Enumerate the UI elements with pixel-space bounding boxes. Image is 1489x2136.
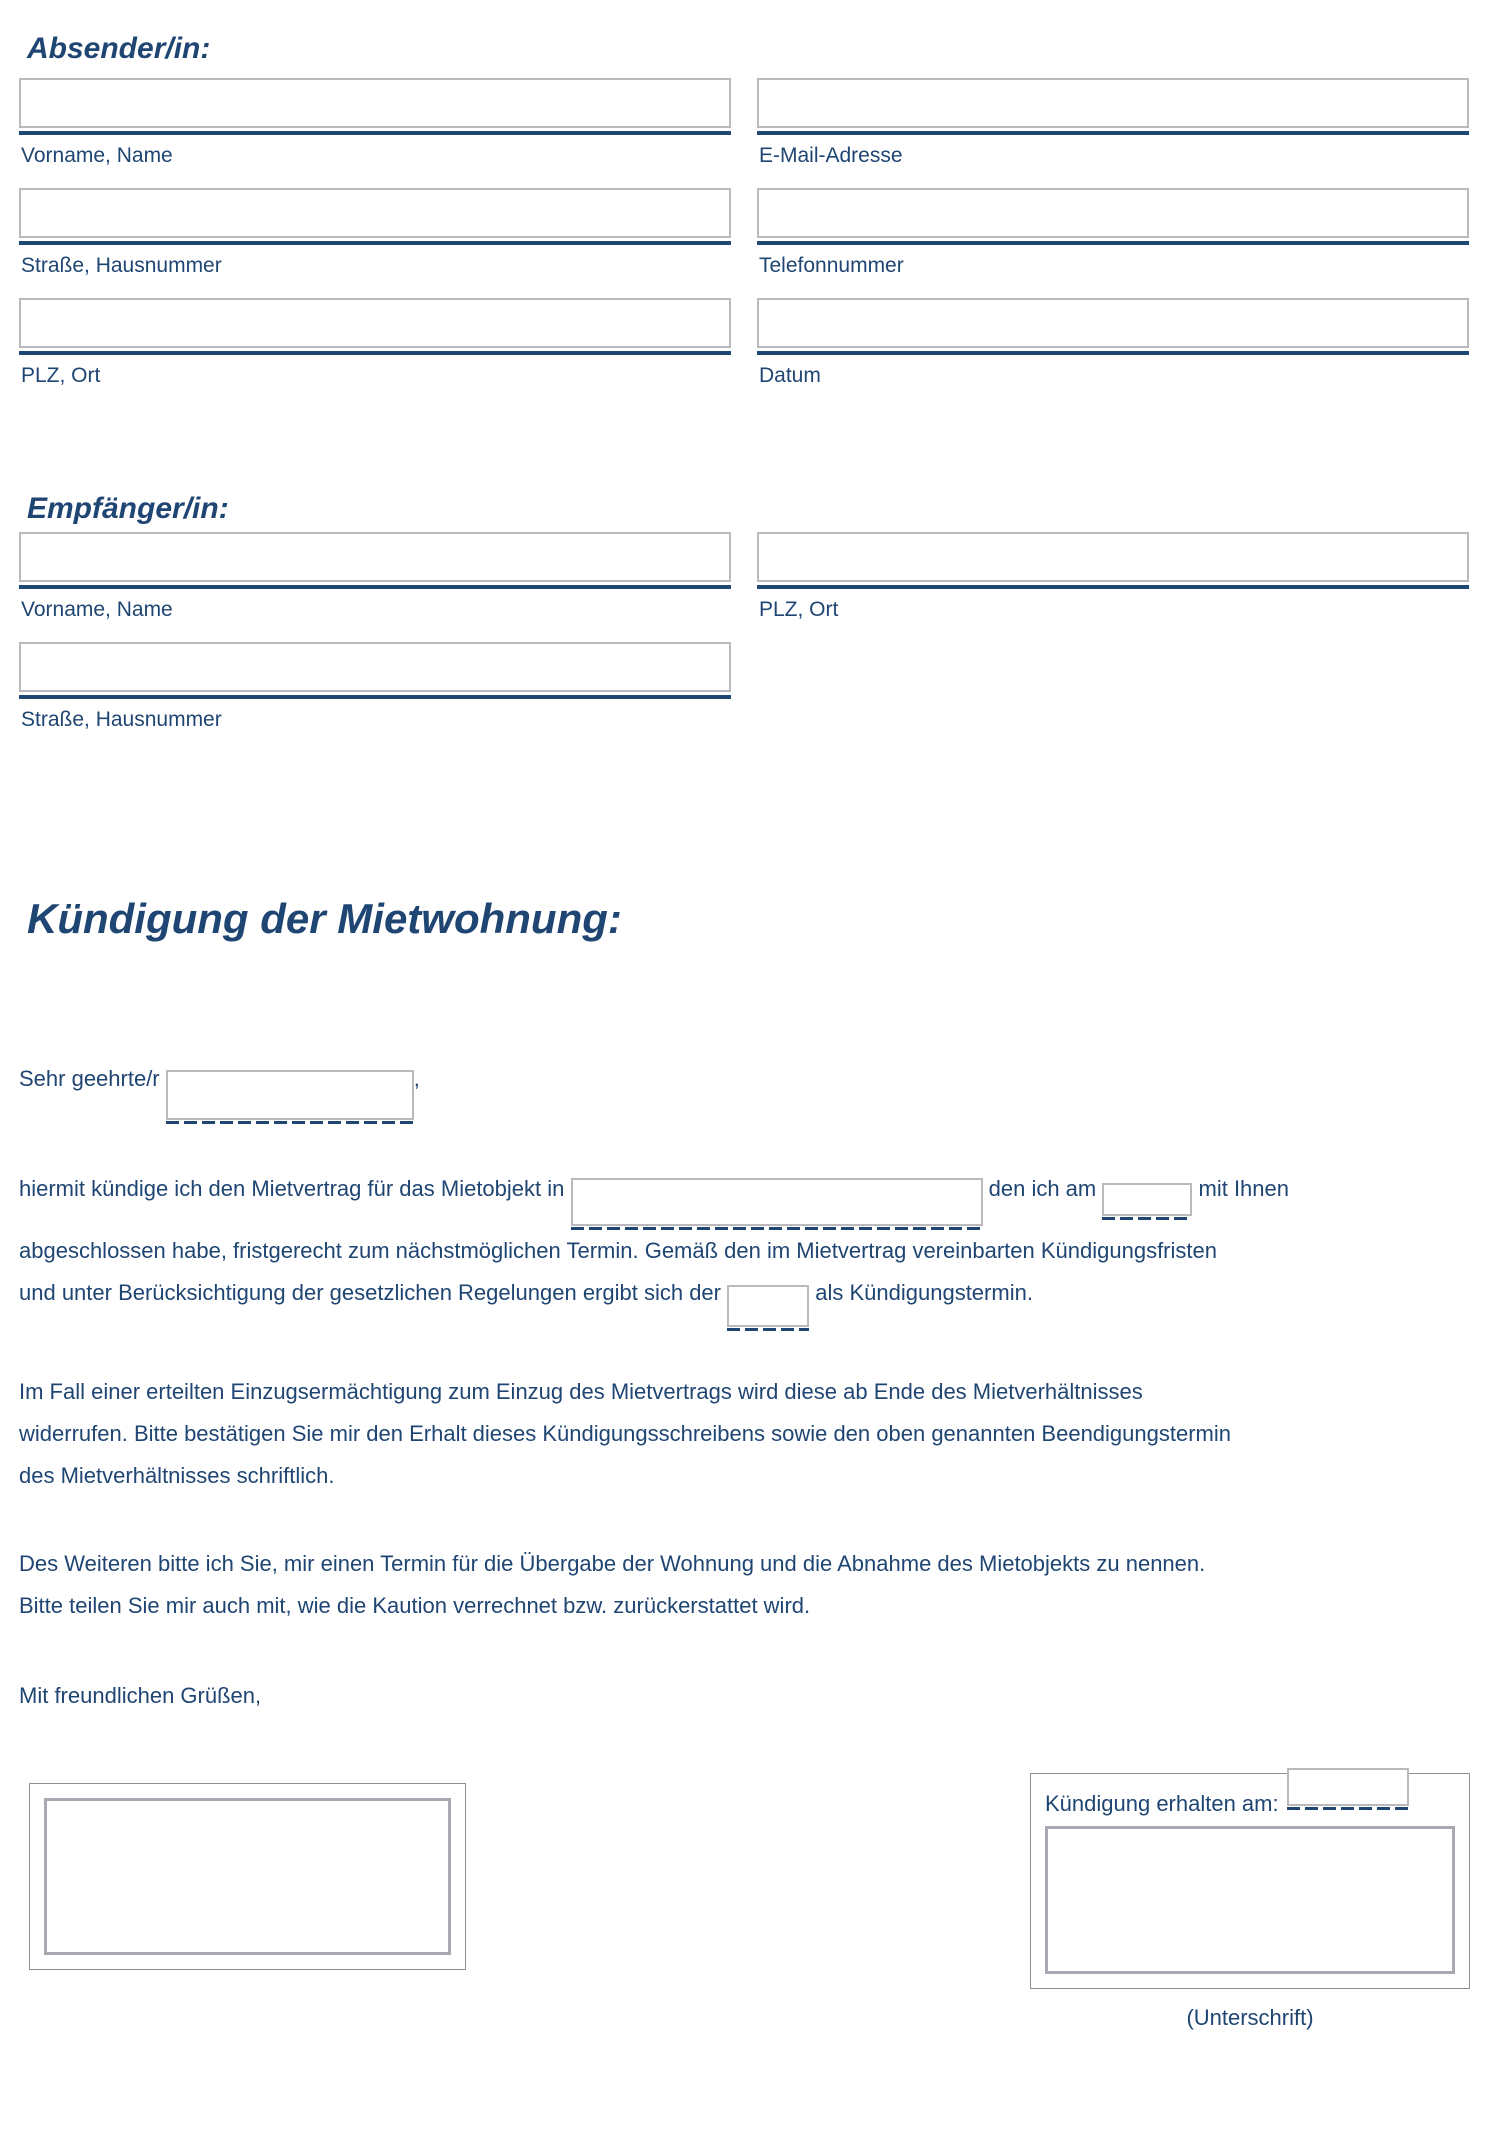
field-underline [757,585,1469,589]
salutation-suffix: , [413,1066,420,1091]
paragraph-text: mit Ihnen [1198,1175,1289,1201]
dashed-underline [1287,1807,1409,1810]
receipt-column [1030,1773,1470,2031]
receipt-date-field [1287,1768,1409,1810]
sender-city-input[interactable] [19,298,731,348]
field-underline [19,585,731,589]
field-underline [19,131,731,135]
field-label: Straße, Hausnummer [21,254,222,277]
field-underline [757,131,1469,135]
field-label: E-Mail-Adresse [759,144,903,167]
paragraph-line: des Mietverhältnisses schriftlich. [19,1462,335,1488]
recipient-field-grid [19,532,1470,732]
field-recipient-street [19,642,731,732]
field-underline [19,351,731,355]
dashed-underline [166,1121,414,1124]
salutation-name-field [166,1070,414,1124]
paragraph-text: und unter Berücksichtigung der gesetzlichen Regelungen ergibt sich der [19,1280,721,1305]
paragraph-line [19,1230,1470,1272]
paragraph-handover [19,1543,1470,1627]
field-sender-city [19,298,731,388]
salutation-prefix: Sehr geehrte/r [19,1066,160,1091]
dashed-underline [727,1328,809,1331]
termination-date-input[interactable] [727,1285,809,1327]
paragraph-line: Bitte teilen Sie mir auch mit, wie die Kaution verrechnet bzw. zurückerstattet wird. [19,1592,811,1618]
field-underline [757,241,1469,245]
field-underline [19,241,731,245]
paragraph-debit-revocation [19,1371,1470,1497]
field-label: PLZ, Ort [21,364,101,387]
field-label: PLZ, Ort [759,598,839,621]
field-label: Vorname, Name [21,144,173,167]
sender-field-grid [19,78,1470,388]
closing-line: Mit freundlichen Grüßen, [19,1682,262,1708]
paragraph-line: widerrufen. Bitte bestätigen Sie mir den Erhalt dieses Kündigungsschreibens sowie den oben genannten Beendigungstermin [19,1420,1231,1446]
paragraph-line: Des Weiteren bitte ich Sie, mir einen Termin für die Übergabe der Wohnung und die Abnahme des Mietobjekts zu nennen. [19,1550,1206,1576]
field-recipient-name [19,532,731,622]
field-label: Straße, Hausnummer [21,708,222,731]
sender-signature-box [29,1783,466,1970]
contract-date-input[interactable] [1102,1183,1192,1216]
field-label: Datum [759,364,821,387]
paragraph-text: den ich am [988,1175,1097,1201]
field-sender-phone [757,188,1469,278]
receipt-date-input[interactable] [1287,1768,1409,1806]
sender-street-input[interactable] [19,188,731,238]
field-label: Telefonnummer [759,254,904,277]
field-sender-date [757,298,1469,388]
field-sender-email [757,78,1469,168]
field-recipient-city [757,532,1469,622]
sender-section-heading: Absender/in: [27,32,211,65]
field-underline [757,351,1469,355]
recipient-city-input[interactable] [757,532,1469,582]
field-underline [19,695,731,699]
paragraph-line [19,1168,1470,1231]
sender-name-input[interactable] [19,78,731,128]
sender-signature-area[interactable] [44,1798,451,1955]
property-address-input[interactable] [571,1178,983,1226]
signature-row [19,1783,1470,2031]
dashed-underline [1102,1217,1192,1220]
paragraph-text: hiermit kündige ich den Mietvertrag für das Mietobjekt in [19,1175,565,1201]
salutation-name-input[interactable] [166,1070,414,1120]
recipient-name-input[interactable] [19,532,731,582]
field-sender-street [19,188,731,278]
letter-body [19,1058,1470,1717]
termination-date-field [727,1285,809,1331]
recipient-street-input[interactable] [19,642,731,692]
letter-title: Kündigung der Mietwohnung: [27,895,622,942]
paragraph-termination [19,1168,1470,1331]
paragraph-text: als Kündigungstermin. [815,1280,1033,1305]
sender-email-input[interactable] [757,78,1469,128]
field-sender-name [19,78,731,168]
salutation-line [19,1058,1470,1124]
paragraph-text: abgeschlossen habe, fristgerecht zum nächstmöglichen Termin. Gemäß den im Mietvertrag vereinbarten Kündigungsfristen [19,1238,1217,1263]
signature-caption: (Unterschrift) [1186,2004,1314,2030]
receipt-label: Kündigung erhalten am: [1045,1790,1279,1816]
landlord-signature-area[interactable] [1045,1826,1455,1974]
receipt-header [1045,1784,1455,1818]
paragraph-line [19,1272,1470,1331]
sender-phone-input[interactable] [757,188,1469,238]
sender-date-input[interactable] [757,298,1469,348]
field-label: Vorname, Name [21,598,173,621]
property-address-field [571,1178,983,1230]
contract-date-field [1102,1183,1192,1220]
termination-form-page [0,30,1489,2031]
paragraph-line: Im Fall einer erteilten Einzugsermächtigung zum Einzug des Mietvertrags wird diese ab Ende des Mietverhältnisses [19,1378,1143,1404]
landlord-receipt-box [1030,1773,1470,1989]
recipient-section-heading: Empfänger/in: [27,492,229,525]
